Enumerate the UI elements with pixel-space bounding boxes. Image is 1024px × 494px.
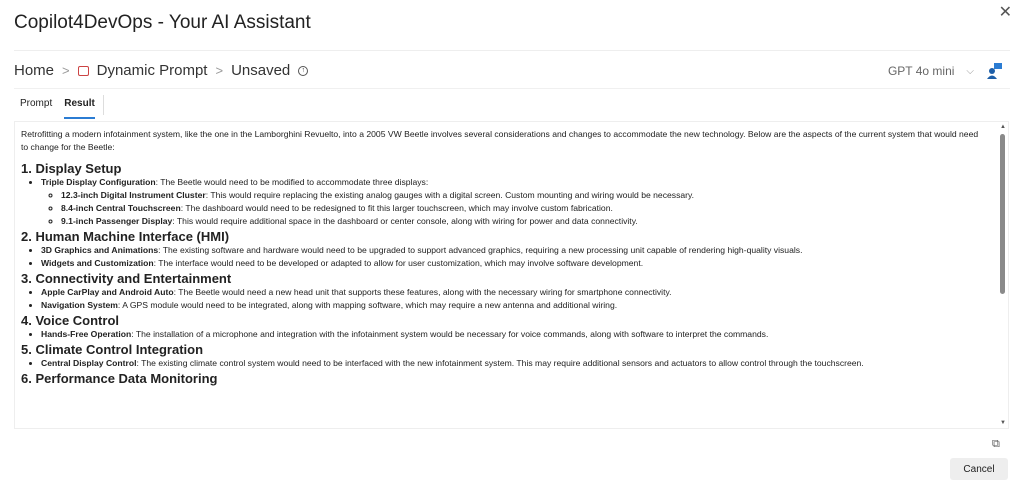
list-item bbox=[41, 328, 982, 341]
section-heading: 2. Human Machine Interface (HMI) bbox=[21, 229, 230, 244]
list-item bbox=[41, 357, 982, 370]
info-icon[interactable]: ↑ bbox=[298, 66, 308, 76]
divider bbox=[14, 50, 1010, 51]
list-item bbox=[61, 189, 982, 202]
list-item bbox=[41, 299, 982, 312]
item-term: Hands-Free Operation bbox=[41, 329, 132, 339]
breadcrumb bbox=[14, 62, 308, 79]
scrollbar-thumb[interactable] bbox=[1000, 134, 1005, 294]
scroll-up-icon[interactable]: ▲ bbox=[1000, 124, 1006, 130]
item-term: Central Display Control bbox=[41, 358, 137, 368]
window-title: Copilot4DevOps - Your AI Assistant bbox=[14, 12, 311, 33]
section-heading: 4. Voice Control bbox=[21, 313, 119, 328]
close-icon[interactable]: ✕ bbox=[998, 4, 1012, 21]
item-term: 3D Graphics and Animations bbox=[41, 245, 159, 255]
item-term: Triple Display Configuration bbox=[41, 177, 156, 187]
tab-prompt[interactable]: Prompt bbox=[20, 98, 53, 109]
item-term: Widgets and Customization bbox=[41, 258, 154, 268]
copy-icon[interactable]: ⧉ bbox=[992, 438, 1000, 450]
item-term: Apple CarPlay and Android Auto bbox=[41, 287, 174, 297]
section-heading: 1. Display Setup bbox=[21, 161, 122, 176]
chevron-down-icon[interactable]: ⌵ bbox=[966, 65, 974, 77]
item-term: 8.4-inch Central Touchscreen bbox=[61, 203, 181, 213]
chevron-right-icon: > bbox=[215, 63, 224, 78]
item-text: : This would require replacing the existing analog gauges with a digital screen. Custom mounting and wiring would be necessary. bbox=[205, 190, 695, 200]
scroll-down-icon[interactable]: ▼ bbox=[1000, 420, 1006, 426]
item-text: : The Beetle would need a new head unit that supports these features, along with the necessary wiring for smartphone connectivity. bbox=[173, 287, 672, 297]
item-text: : The installation of a microphone and integration with the infotainment system would be necessary for voice commands, along with software to interpret the commands. bbox=[131, 329, 769, 339]
list-item bbox=[61, 215, 982, 228]
item-text: : The interface would need to be developed or adapted to allow for user customization, which may involve software development. bbox=[153, 258, 644, 268]
section-heading: 6. Performance Data Monitoring bbox=[21, 371, 218, 386]
header-actions bbox=[888, 62, 1002, 80]
result-intro: Retrofitting a modern infotainment system, like the one in the Lamborghini Revuelto, into a 2005 VW Beetle involves several considerations and changes to accommodate the new technology. Below are the aspects of the current system that would need to change for the Beetle: bbox=[21, 129, 979, 152]
item-text: : The dashboard would need to be redesigned to fit this larger touchscreen, which may involve custom fabrication. bbox=[180, 203, 613, 213]
item-term: Navigation System bbox=[41, 300, 118, 310]
item-text: : A GPS module would need to be integrated, along with mapping software, which may require a new antenna and additional wiring. bbox=[117, 300, 618, 310]
section-heading: 5. Climate Control Integration bbox=[21, 342, 204, 357]
item-text: : The existing climate control system would need to be interfaced with the new infotainment system. This may require additional sensors and actuators to allow control through the touchscreen. bbox=[136, 358, 864, 368]
item-text: : This would require additional space in the dashboard or center console, along with wiring for power and data connectivity. bbox=[172, 216, 638, 226]
section-heading: 3. Connectivity and Entertainment bbox=[21, 271, 232, 286]
result-output bbox=[14, 121, 1009, 429]
cancel-button[interactable]: Cancel bbox=[950, 458, 1008, 480]
item-text: : The existing software and hardware would need to be upgraded to support advanced graphics, requiring a new processing unit capable of rendering high-quality visuals. bbox=[158, 245, 803, 255]
breadcrumb-dynamic-prompt[interactable]: Dynamic Prompt bbox=[96, 62, 208, 79]
list-item bbox=[41, 257, 982, 270]
chevron-right-icon: > bbox=[62, 63, 70, 78]
item-text: : The Beetle would need to be modified to accommodate three displays: bbox=[155, 177, 429, 187]
tab-result[interactable]: Result bbox=[64, 98, 95, 119]
breadcrumb-home[interactable]: Home bbox=[14, 62, 55, 79]
divider bbox=[103, 95, 104, 115]
breadcrumb-state: Unsaved bbox=[231, 62, 291, 79]
item-term: 9.1-inch Passenger Display bbox=[61, 216, 173, 226]
list-item bbox=[41, 244, 982, 257]
list-item bbox=[41, 286, 982, 299]
prompt-icon bbox=[78, 66, 89, 76]
user-chat-icon[interactable] bbox=[986, 63, 1002, 79]
item-term: 12.3-inch Digital Instrument Cluster bbox=[61, 190, 206, 200]
tab-bar bbox=[20, 98, 95, 119]
divider bbox=[14, 88, 1010, 89]
list-item bbox=[61, 202, 982, 215]
list-item bbox=[41, 176, 982, 228]
model-select[interactable]: GPT 4o mini bbox=[887, 64, 955, 78]
